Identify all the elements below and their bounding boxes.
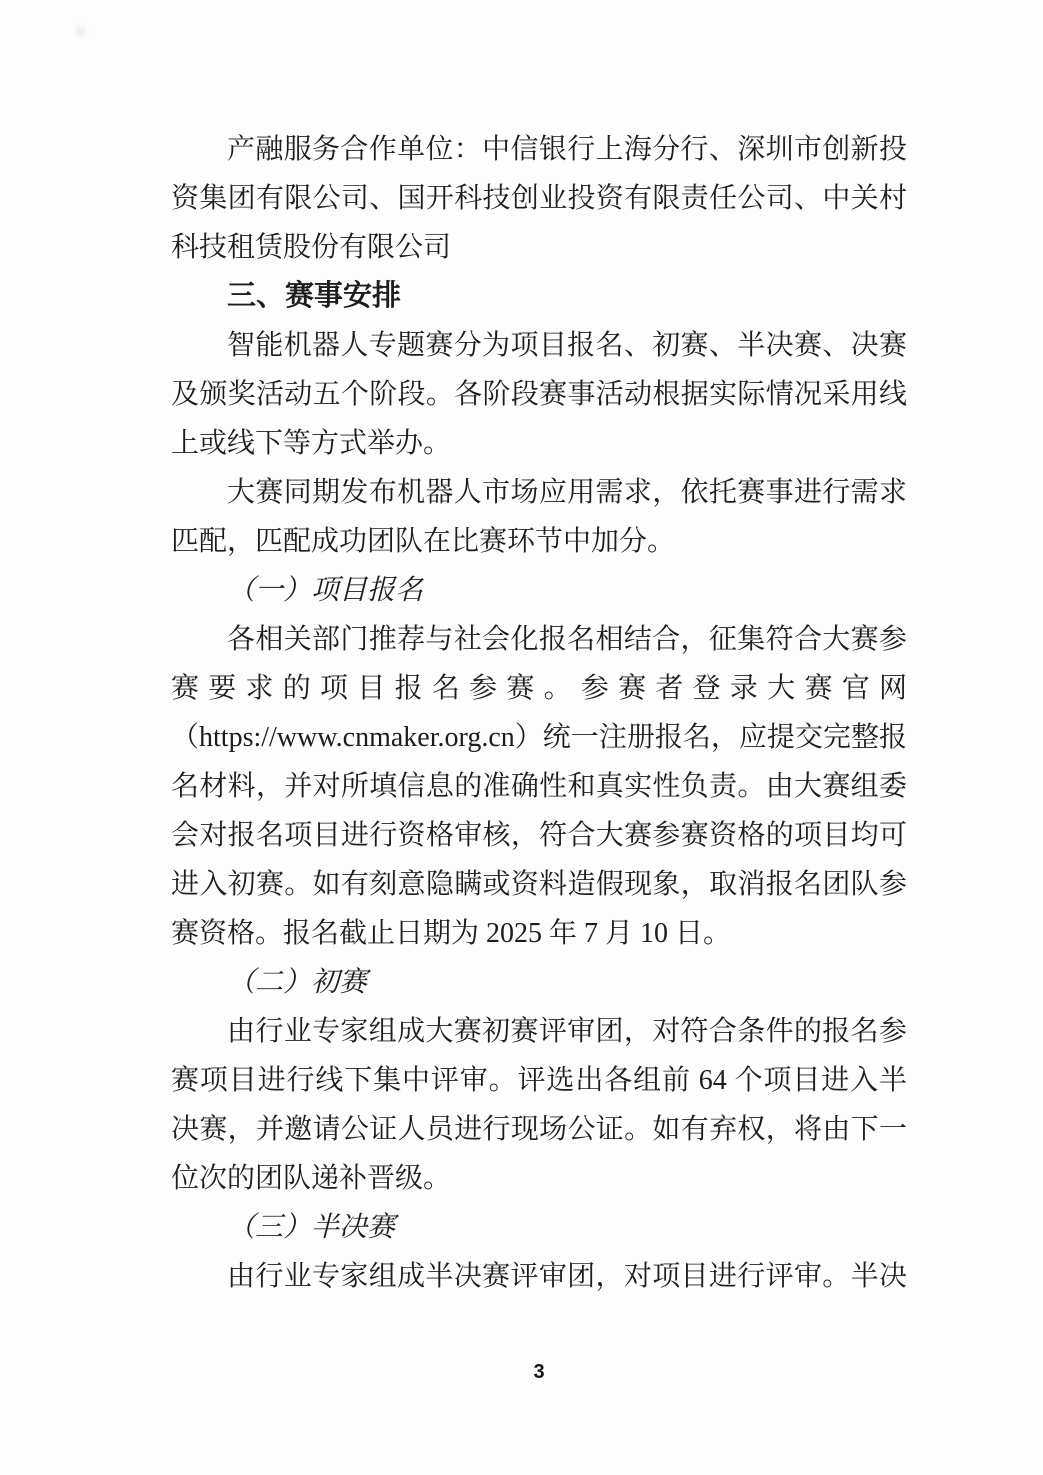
text-line: 资集团有限公司、国开科技创业投资有限责任公司、中关村 <box>171 183 907 214</box>
text-line: 由行业专家组成半决赛评审团，对项目进行评审。半决 <box>227 1261 907 1292</box>
text-line: 名材料，并对所填信息的准确性和真实性负责。由大赛组委 <box>171 771 907 802</box>
text-line: 上或线下等方式举办。 <box>171 428 452 459</box>
text-line: 各相关部门推荐与社会化报名相结合，征集符合大赛参 <box>227 624 907 655</box>
text-line: 会对报名项目进行资格审核，符合大赛参赛资格的项目均可 <box>171 820 907 851</box>
text-line: 位次的团队递补晋级。 <box>171 1163 452 1194</box>
text-line: 赛项目进行线下集中评审。评选出各组前 64 个项目进入半 <box>171 1065 907 1096</box>
text-line: 匹配，匹配成功团队在比赛环节中加分。 <box>171 526 676 557</box>
subsection-heading: （一）项目报名 <box>227 575 424 606</box>
subsection-heading: （三）半决赛 <box>227 1212 396 1243</box>
text-line: 决赛，并邀请公证人员进行现场公证。如有弃权，将由下一 <box>171 1114 907 1145</box>
section-heading: 三、赛事安排 <box>227 280 402 312</box>
text-line: 大赛同期发布机器人市场应用需求，依托赛事进行需求 <box>227 477 907 508</box>
text-line: 产融服务合作单位：中信银行上海分行、深圳市创新投 <box>227 134 907 165</box>
text-line: 智能机器人专题赛分为项目报名、初赛、半决赛、决赛 <box>227 330 907 361</box>
text-block <box>171 125 907 1301</box>
page-number: 3 <box>533 1361 545 1383</box>
subsection-heading: （二）初赛 <box>227 967 368 998</box>
text-line: 科技租赁股份有限公司 <box>171 232 452 263</box>
text-line: 赛资格。报名截止日期为 2025 年 7 月 10 日。 <box>171 918 732 949</box>
text-line: 及颁奖活动五个阶段。各阶段赛事活动根据实际情况采用线 <box>171 379 907 410</box>
text-line: 由行业专家组成大赛初赛评审团，对符合条件的报名参 <box>227 1016 907 1047</box>
text-line: 进入初赛。如有刻意隐瞒或资料造假现象，取消报名团队参 <box>171 869 907 900</box>
text-line: （https://www.cnmaker.org.cn）统一注册报名，应提交完整报 <box>171 722 907 753</box>
scan-artifact <box>76 26 86 36</box>
text-line: 赛要求的项目报名参赛。参赛者登录大赛官网 <box>171 673 907 704</box>
